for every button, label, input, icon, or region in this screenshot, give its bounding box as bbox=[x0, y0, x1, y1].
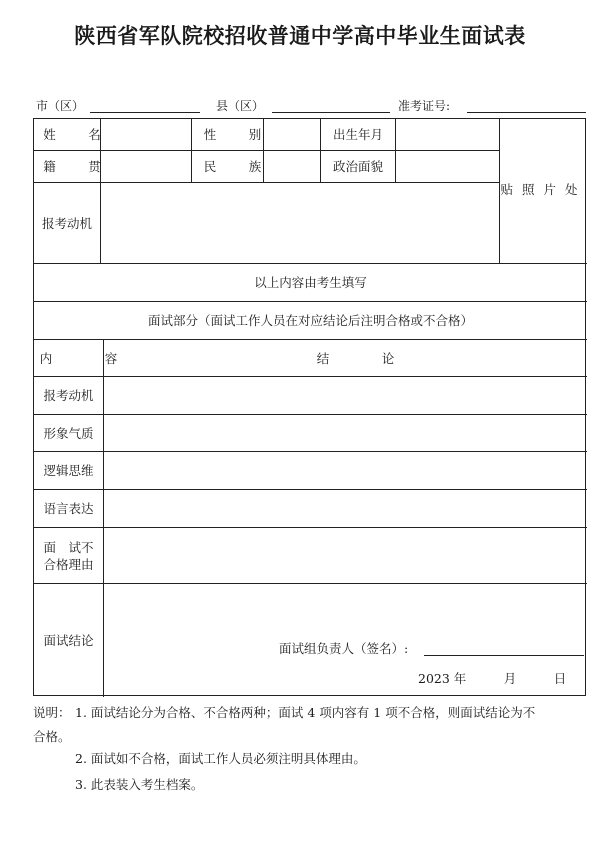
notes-prefix: 说明： bbox=[33, 705, 71, 720]
native-place-field[interactable] bbox=[101, 151, 191, 182]
note-item-1: 1. 面试结论分为合格、不合格两种；面试 4 项内容有 1 项不合格，则面试结论为不 bbox=[75, 705, 536, 720]
conclusion-column-header: 结 论 bbox=[316, 350, 415, 366]
political-status-field[interactable] bbox=[396, 151, 499, 182]
gender-field[interactable] bbox=[264, 119, 320, 150]
item-language-label: 语言表达 bbox=[43, 501, 94, 516]
fail-reason-field[interactable] bbox=[104, 528, 587, 583]
note-item-1-cont: 合格。 bbox=[33, 729, 71, 744]
photo-placeholder: 贴照片处 bbox=[500, 181, 587, 197]
gender-label: 性 别 bbox=[203, 127, 272, 142]
item-logic-result[interactable] bbox=[104, 452, 587, 489]
filled-by-note: 以上内容由考生填写 bbox=[254, 275, 367, 290]
county-field[interactable] bbox=[272, 112, 390, 113]
county-label: 县（区） bbox=[216, 99, 265, 113]
birth-label: 出生年月 bbox=[332, 127, 383, 142]
birth-field[interactable] bbox=[396, 119, 499, 150]
fail-reason-label: 面 试不合格理由 bbox=[43, 539, 94, 572]
city-label: 市（区） bbox=[36, 99, 85, 113]
signature-field[interactable] bbox=[424, 655, 584, 656]
date-text[interactable]: 2023 年 月 日 bbox=[418, 670, 567, 686]
item-appearance-label: 形象气质 bbox=[43, 425, 94, 441]
item-language-result[interactable] bbox=[104, 490, 587, 527]
name-label: 姓 名 bbox=[43, 127, 111, 142]
signature-label: 面试组负责人（签名）: bbox=[279, 640, 409, 656]
name-field[interactable] bbox=[101, 119, 191, 150]
interview-form-table bbox=[33, 118, 586, 696]
item-motivation-result[interactable] bbox=[104, 377, 587, 414]
ethnicity-label: 民 族 bbox=[203, 159, 272, 174]
note-item-3: 3. 此表装入考生档案。 bbox=[75, 777, 204, 792]
political-status-label: 政治面貌 bbox=[332, 159, 383, 174]
ticket-field[interactable] bbox=[467, 112, 586, 113]
city-field[interactable] bbox=[90, 112, 200, 113]
motivation-label: 报考动机 bbox=[41, 215, 92, 231]
motivation-field[interactable] bbox=[101, 183, 499, 263]
interview-result-label: 面试结论 bbox=[43, 633, 94, 648]
interview-section-heading: 面试部分（面试工作人员在对应结论后注明合格或不合格） bbox=[147, 313, 473, 328]
native-place-label: 籍 贯 bbox=[43, 159, 111, 174]
item-motivation-label: 报考动机 bbox=[43, 388, 94, 403]
form-title: 陕西省军队院校招收普通中学高中毕业生面试表 bbox=[74, 24, 526, 48]
note-item-2: 2. 面试如不合格，面试工作人员必须注明具体理由。 bbox=[75, 751, 366, 766]
item-logic-label: 逻辑思维 bbox=[43, 463, 94, 478]
content-column-header: 内 容 bbox=[39, 350, 138, 366]
ticket-label: 准考证号: bbox=[398, 99, 451, 113]
ethnicity-field[interactable] bbox=[264, 151, 320, 182]
item-appearance-result[interactable] bbox=[104, 415, 587, 451]
